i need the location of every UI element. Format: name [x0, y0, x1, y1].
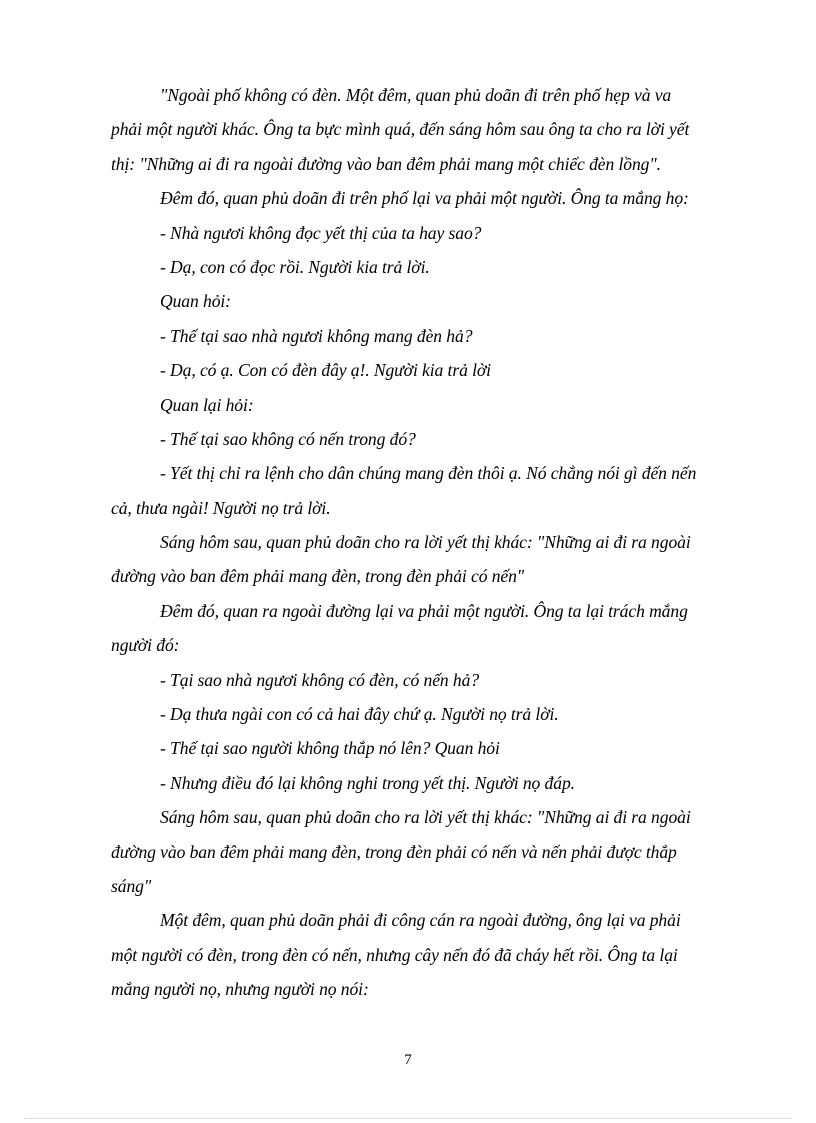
text-line: thị: "Những ai đi ra ngoài đường vào ban đêm phải mang một chiếc đèn lồng".: [111, 153, 661, 174]
text-line: mắng người nọ, nhưng người nọ nói:: [111, 979, 369, 1000]
text-line: - Yết thị chỉ ra lệnh cho dân chúng mang đèn thôi ạ. Nó chẳng nói gì đến nến: [160, 463, 697, 484]
text-line: - Thế tại sao nhà ngươi không mang đèn hả?: [160, 325, 473, 346]
text-line: Đêm đó, quan phủ doãn đi trên phố lại va phải một người. Ông ta mắng họ:: [160, 188, 689, 209]
body-text: [111, 78, 771, 1007]
text-line: Sáng hôm sau, quan phủ doãn cho ra lời yết thị khác: "Những ai đi ra ngoài: [160, 532, 691, 553]
text-line: người đó:: [111, 635, 180, 656]
text-line: - Thế tại sao không có nến trong đó?: [160, 428, 416, 449]
text-line: sáng": [111, 875, 152, 896]
page-bottom-divider: [24, 1118, 792, 1119]
text-line: - Thế tại sao người không thắp nó lên? Quan hỏi: [160, 738, 500, 759]
text-line: - Dạ thưa ngài con có cả hai đây chứ ạ. Người nọ trả lời.: [160, 704, 559, 725]
text-line: - Nhà ngươi không đọc yết thị của ta hay sao?: [160, 222, 482, 243]
text-line: Sáng hôm sau, quan phủ doãn cho ra lời yết thị khác: "Những ai đi ra ngoài: [160, 807, 691, 828]
text-line: - Dạ, con có đọc rồi. Người kia trả lời.: [160, 256, 430, 277]
text-line: đường vào ban đêm phải mang đèn, trong đèn phải có nến": [111, 566, 525, 587]
text-line: Quan lại hỏi:: [160, 394, 254, 415]
text-line: cả, thưa ngài! Người nọ trả lời.: [111, 497, 331, 518]
text-line: phải một người khác. Ông ta bực mình quá, đến sáng hôm sau ông ta cho ra lời yết: [111, 119, 690, 140]
text-line: Đêm đó, quan ra ngoài đường lại va phải một người. Ông ta lại trách mắng: [160, 600, 688, 621]
text-line: - Nhưng điều đó lại không nghi trong yết thị. Người nọ đáp.: [160, 772, 575, 793]
text-line: đường vào ban đêm phải mang đèn, trong đèn phải có nến và nến phải được thắp: [111, 841, 677, 862]
text-line: "Ngoài phố không có đèn. Một đêm, quan phủ doãn đi trên phố hẹp và va: [160, 85, 672, 105]
page-number: 7: [404, 1052, 412, 1068]
text-line: - Dạ, có ạ. Con có đèn đây ạ!. Người kia trả lời: [160, 360, 491, 381]
text-line: Quan hỏi:: [160, 291, 231, 312]
text-line: - Tại sao nhà ngươi không có đèn, có nến hả?: [160, 669, 480, 690]
text-line: Một đêm, quan phủ doãn phải đi công cán ra ngoài đường, ông lại va phải: [160, 910, 681, 931]
text-line: một người có đèn, trong đèn có nến, nhưng cây nến đó đã cháy hết rồi. Ông ta lại: [111, 944, 678, 965]
